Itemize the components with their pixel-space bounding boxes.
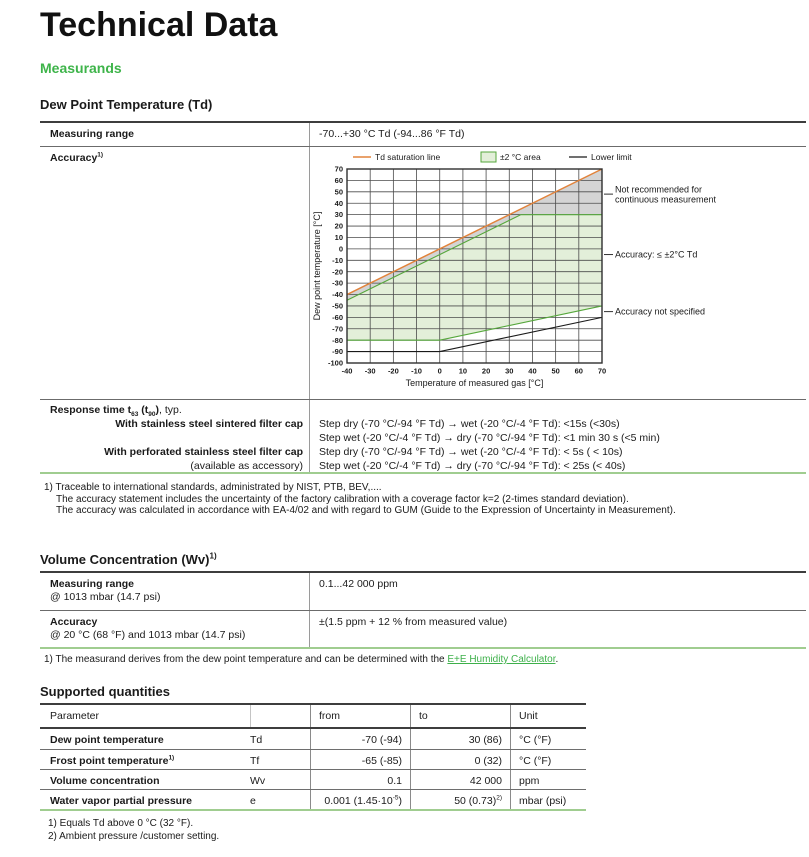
supported-table bbox=[40, 703, 586, 811]
svg-text:20: 20 bbox=[481, 366, 491, 376]
parameter-name: Frost point temperature$^{1)}$ bbox=[50, 754, 175, 767]
measuring-range-row bbox=[40, 123, 806, 146]
footnote-line: 1) Equals Td above 0 °C (32 °F). bbox=[48, 818, 194, 829]
humidity-calculator-link[interactable]: E+E Humidity Calculator bbox=[447, 654, 556, 665]
svg-text:-70: -70 bbox=[332, 324, 343, 334]
value-from: -70 (-94) bbox=[310, 729, 410, 749]
value-unit: mbar (psi) bbox=[510, 790, 586, 809]
header-unit: Unit bbox=[510, 705, 586, 727]
parameter-name: Water vapor partial pressure bbox=[50, 795, 192, 807]
svg-text:-40: -40 bbox=[332, 290, 343, 300]
response-right-line: Step dry (-70 °C/-94 °F Td) → wet (-20 °C/-4 °F Td): < 5s ( < 10s) bbox=[319, 446, 623, 458]
svg-text:30: 30 bbox=[505, 366, 514, 376]
svg-text:50: 50 bbox=[334, 187, 343, 197]
svg-text:-80: -80 bbox=[332, 335, 343, 345]
svg-text:Not recommended for: Not recommended for bbox=[615, 184, 703, 195]
accuracy-chart-cell bbox=[310, 147, 806, 399]
volume-table-row bbox=[40, 610, 806, 647]
volume-row-condition: @ 20 °C (68 °F) and 1013 mbar (14.7 psi) bbox=[50, 629, 246, 641]
svg-text:70: 70 bbox=[334, 164, 343, 174]
svg-text:Accuracy not specified: Accuracy not specified bbox=[615, 306, 706, 317]
volume-row-value: 0.1...42 000 ppm bbox=[319, 578, 398, 590]
response-right-spacer bbox=[319, 403, 806, 417]
parameter-name: Dew point temperature bbox=[50, 734, 164, 746]
accuracy-row bbox=[40, 146, 806, 399]
response-right-line: Step wet (-20 °C/-4 °F Td) → dry (-70 °C/-94 °F Td): < 25s (< 40s) bbox=[319, 460, 626, 472]
volume-row-label: Measuring range bbox=[50, 578, 135, 590]
svg-text:40: 40 bbox=[528, 366, 537, 376]
svg-text:60: 60 bbox=[574, 366, 583, 376]
volume-table bbox=[40, 571, 806, 649]
volume-row-label-cell bbox=[40, 573, 310, 610]
svg-text:30: 30 bbox=[334, 210, 343, 220]
svg-text:50: 50 bbox=[551, 366, 560, 376]
value-from: 0.001 $(1.45\cdot 10^{-5})$ bbox=[310, 790, 410, 809]
svg-text:-20: -20 bbox=[332, 267, 343, 277]
response-left-line bbox=[50, 431, 303, 445]
svg-text:-60: -60 bbox=[332, 312, 343, 322]
parameter-symbol: Wv bbox=[250, 775, 266, 787]
volume-row-label-cell bbox=[40, 611, 310, 647]
volume-table-row bbox=[40, 573, 806, 610]
header-parameter: Parameter bbox=[50, 710, 100, 722]
parameter-name: Volume concentration bbox=[50, 775, 160, 787]
response-left-line: With perforated stainless steel filter cap bbox=[104, 446, 303, 458]
value-unit: °C (°F) bbox=[510, 750, 586, 769]
volume-heading: Volume Concentration $(Wv)^{1)}$ bbox=[40, 551, 217, 567]
svg-text:-10: -10 bbox=[332, 255, 343, 265]
svg-text:Td saturation line: Td saturation line bbox=[375, 152, 441, 162]
svg-text:Temperature of measured gas [°: Temperature of measured gas [°C] bbox=[405, 378, 544, 388]
svg-text:-30: -30 bbox=[364, 366, 376, 376]
footnote-line: 1) Traceable to international standards, administrated by NIST, PTB, BEV,.... bbox=[44, 482, 382, 493]
svg-text:40: 40 bbox=[334, 198, 343, 208]
supported-header-row bbox=[40, 705, 586, 729]
measurands-heading: Measurands bbox=[40, 60, 122, 76]
response-time-row bbox=[40, 399, 806, 472]
svg-text:0: 0 bbox=[338, 244, 343, 254]
value-to: 0 (32) bbox=[410, 750, 510, 769]
svg-text:70: 70 bbox=[597, 366, 607, 376]
parameter-symbol: e bbox=[250, 795, 256, 807]
response-left-lines bbox=[40, 400, 310, 472]
svg-text:Accuracy: ≤ ±2°C Td: Accuracy: ≤ ±2°C Td bbox=[615, 249, 698, 260]
accuracy-chart bbox=[311, 149, 803, 397]
response-left-line: With stainless steel sintered filter cap bbox=[115, 418, 303, 430]
value-from: 0.1 bbox=[310, 770, 410, 789]
svg-text:Dew point temperature [°C]: Dew point temperature [°C] bbox=[312, 211, 322, 321]
footnote-line: 2) Ambient pressure /customer setting. bbox=[48, 830, 220, 842]
supported-table-row bbox=[40, 769, 586, 789]
svg-text:0: 0 bbox=[437, 366, 442, 376]
svg-text:-30: -30 bbox=[332, 278, 343, 288]
svg-text:Lower limit: Lower limit bbox=[591, 152, 632, 162]
volume-footnote bbox=[44, 654, 784, 666]
value-to: 42 000 bbox=[410, 770, 510, 789]
response-time-title: Response time $t_{63}$ $(t_{90})$, typ. bbox=[50, 404, 182, 419]
supported-table-row bbox=[40, 749, 586, 769]
svg-text:-50: -50 bbox=[332, 301, 343, 311]
svg-text:continuous measurement: continuous measurement bbox=[615, 194, 717, 205]
svg-text:-40: -40 bbox=[341, 366, 353, 376]
footnote-line: The accuracy was calculated in accordance with EA-4/02 and with regard to GUM (Guide to the Expression of Uncertainty in Measurement). bbox=[56, 505, 676, 516]
response-left-line: (available as accessory) bbox=[190, 460, 303, 472]
svg-text:-100: -100 bbox=[327, 358, 343, 368]
volume-footnote-period: . bbox=[555, 654, 559, 665]
value-unit: ppm bbox=[510, 770, 586, 789]
volume-row-value: ±(1.5 ppm + 12 % from measured value) bbox=[319, 616, 508, 628]
measuring-range-label: Measuring range bbox=[40, 123, 310, 146]
measuring-range-value: -70...+30 °C Td (-94...86 °F Td) bbox=[319, 128, 465, 140]
value-to: 50 $(0.73)^{2)}$ bbox=[410, 790, 510, 809]
dew-point-footnote bbox=[44, 482, 784, 517]
svg-text:60: 60 bbox=[334, 176, 343, 186]
value-from: -65 (-85) bbox=[310, 750, 410, 769]
value-to: 30 (86) bbox=[410, 729, 510, 749]
volume-footnote-text: 1) The measurand derives from the dew point temperature and can be determined with the bbox=[44, 654, 448, 665]
parameter-symbol: Td bbox=[250, 734, 263, 746]
volume-row-label: Accuracy bbox=[50, 616, 98, 628]
parameter-symbol: Tf bbox=[250, 755, 260, 767]
svg-text:20: 20 bbox=[334, 221, 343, 231]
svg-text:±2 °C area: ±2 °C area bbox=[500, 152, 541, 162]
page-title: Technical Data bbox=[40, 6, 278, 44]
dew-point-heading: Dew Point Temperature (Td) bbox=[40, 97, 213, 112]
header-symbol bbox=[250, 705, 310, 727]
response-right-lines bbox=[310, 400, 806, 472]
volume-row-condition: @ 1013 mbar (14.7 psi) bbox=[50, 591, 161, 603]
supported-table-row bbox=[40, 729, 586, 749]
footnote-line: The accuracy statement includes the uncertainty of the factory calibration with a coverage factor k=2 (2-times standard deviation). bbox=[56, 493, 629, 505]
header-from: from bbox=[310, 705, 410, 727]
supported-heading: Supported quantities bbox=[40, 684, 170, 699]
dew-point-table bbox=[40, 121, 806, 474]
accuracy-label: Accuracy$^{1)}$ bbox=[40, 147, 310, 399]
svg-text:10: 10 bbox=[458, 366, 468, 376]
svg-text:-90: -90 bbox=[332, 347, 343, 357]
svg-text:10: 10 bbox=[334, 233, 343, 243]
svg-text:-10: -10 bbox=[411, 366, 422, 376]
svg-text:-20: -20 bbox=[387, 366, 399, 376]
response-right-line: Step dry (-70 °C/-94 °F Td) → wet (-20 °C/-4 °F Td): <15s (<30s) bbox=[319, 418, 620, 430]
value-unit: °C (°F) bbox=[510, 729, 586, 749]
supported-footnotes bbox=[48, 818, 548, 843]
response-right-line: Step wet (-20 °C/-4 °F Td) → dry (-70 °C/-94 °F Td): <1 min 30 s (<5 min) bbox=[319, 432, 660, 444]
header-to: to bbox=[410, 705, 510, 727]
supported-table-row bbox=[40, 789, 586, 809]
